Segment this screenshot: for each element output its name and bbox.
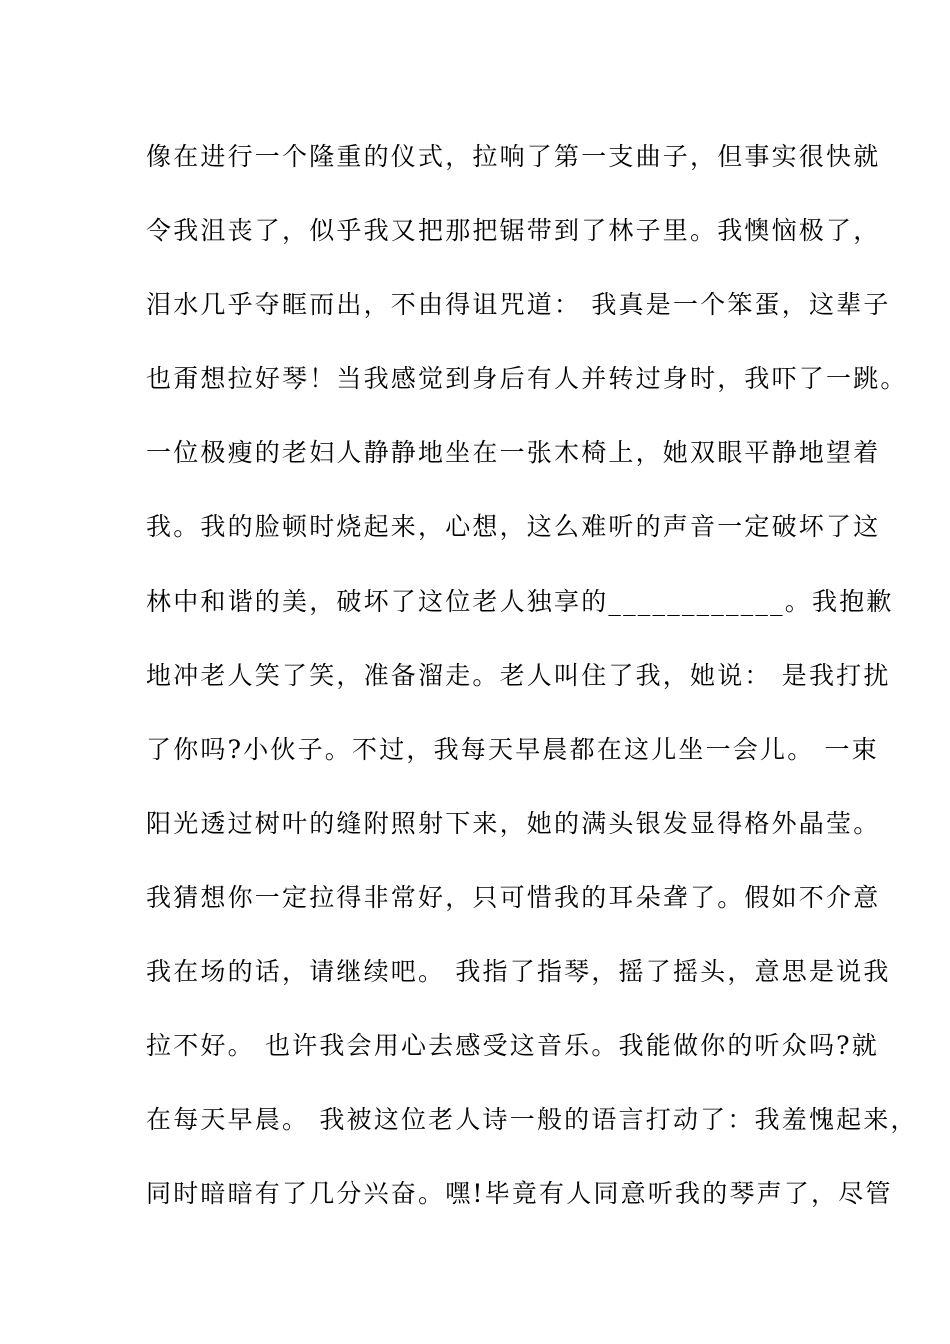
text-line-7: 林中和谐的美，破坏了这位老人独享的____________。我抱歉 — [146, 586, 894, 616]
text-line-2: 令我沮丧了，似乎我又把那把锯带到了林子里。我懊恼极了， — [146, 216, 881, 246]
text-line-12: 我在场的话，请继续吧。 我指了指琴，摇了摇头，意思是说我 — [146, 957, 891, 987]
text-line-13: 拉不好。 也许我会用心去感受这音乐。我能做你的听众吗?就 — [146, 1031, 879, 1061]
text-line-10: 阳光透过树叶的缝附照射下来，她的满头银发显得格外晶莹。 — [146, 808, 881, 838]
text-line-5: 一位极瘦的老妇人静静地坐在一张木椅上，她双眼平静地望着 — [146, 438, 881, 468]
text-line-15: 同时暗暗有了几分兴奋。嘿!毕竟有人同意听我的琴声了，尽管 — [146, 1179, 893, 1209]
text-line-6: 我。我的脸顿时烧起来，心想，这么难听的声音一定破坏了这 — [146, 512, 881, 542]
text-line-14: 在每天早晨。 我被这位老人诗一般的语言打动了：我羞愧起来， — [146, 1105, 918, 1135]
text-line-1: 像在进行一个隆重的仪式，拉响了第一支曲子，但事实很快就 — [146, 142, 881, 171]
text-line-8: 地冲老人笑了笑，准备溜走。老人叫住了我，她说： 是我打扰 — [146, 660, 891, 690]
text-line-4: 也甭想拉好琴！当我感觉到身后有人并转过身时，我吓了一跳。 — [146, 364, 908, 394]
text-line-9: 了你吗?小伙子。不过，我每天早晨都在这儿坐一会儿。 一束 — [146, 734, 879, 764]
body-text — [146, 131, 918, 1242]
text-line-11: 我猜想你一定拉得非常好，只可惜我的耳朵聋了。假如不介意 — [146, 882, 881, 912]
text-line-3: 泪水几乎夺眶而出，不由得诅咒道： 我真是一个笨蛋，这辈子 — [146, 290, 891, 320]
